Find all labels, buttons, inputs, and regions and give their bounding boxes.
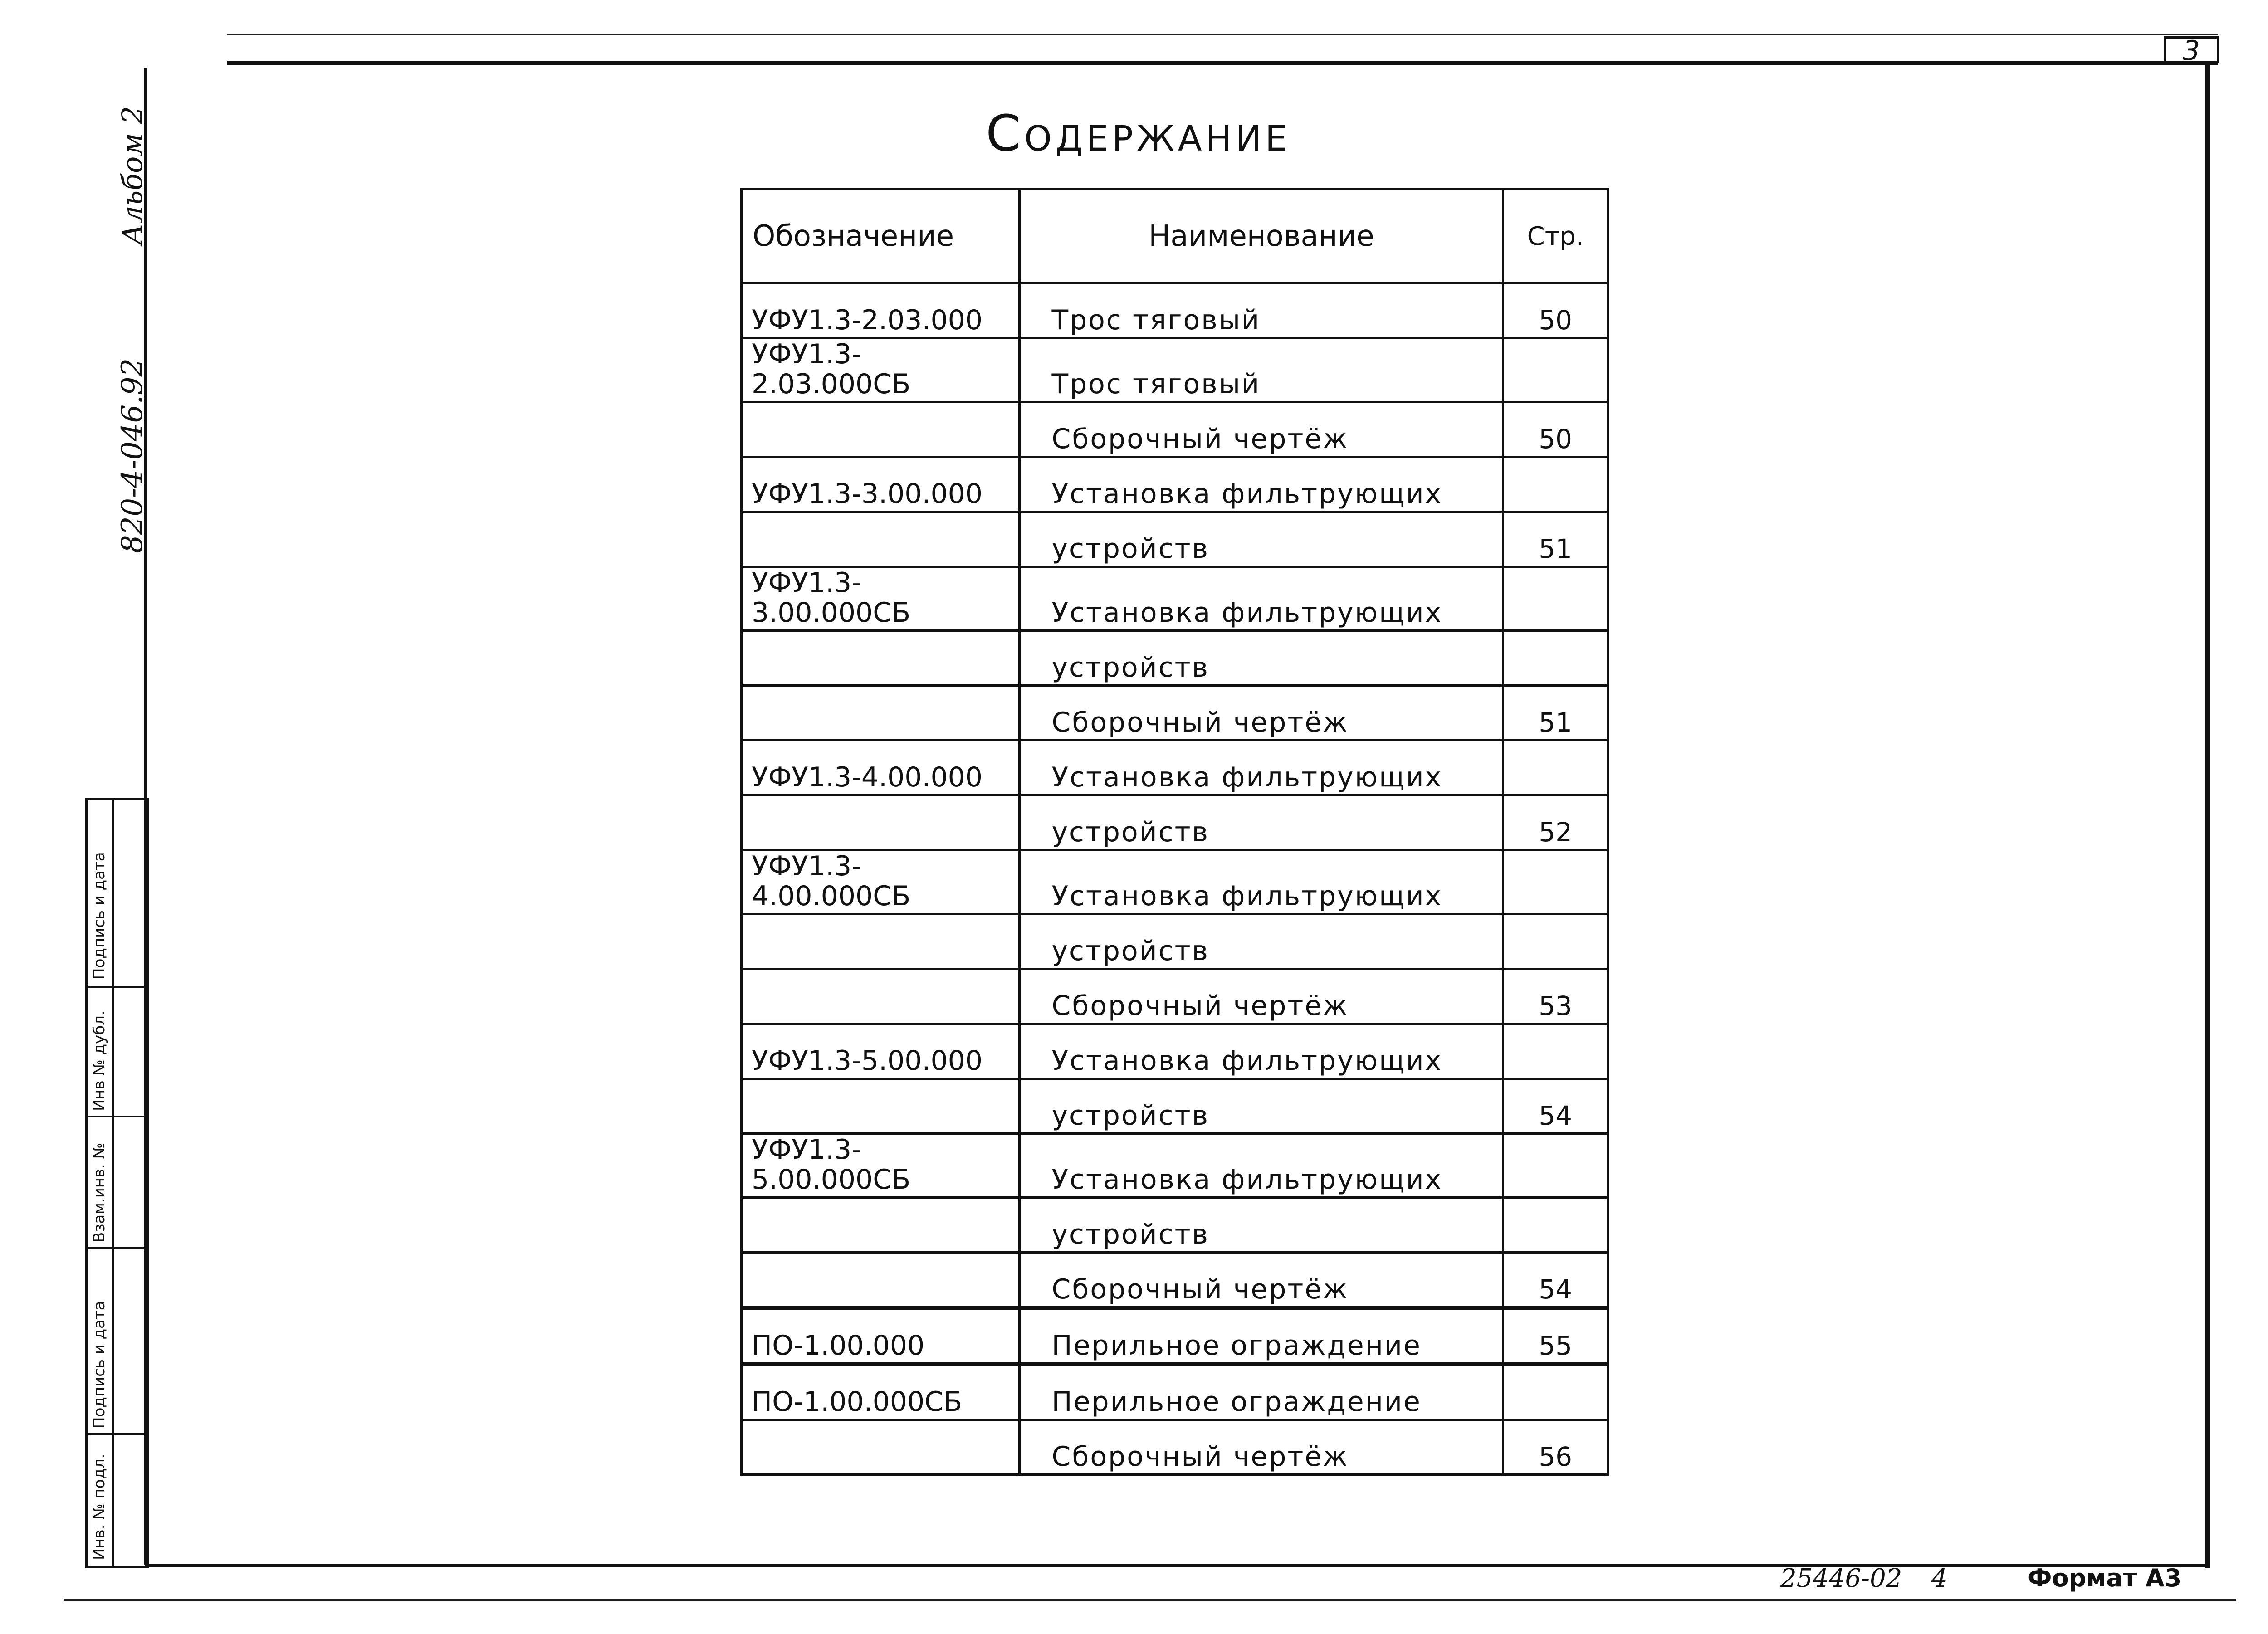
cell-page	[1503, 1364, 1608, 1420]
cell-name: устройств	[1020, 914, 1503, 969]
cell-page: 52	[1503, 795, 1608, 850]
table-row	[742, 283, 1608, 338]
page-number: 3	[2164, 36, 2219, 63]
header-page: Стр.	[1503, 190, 1608, 283]
cell-designation: ПО-1.00.000	[742, 1308, 1020, 1364]
table-row	[742, 1364, 1608, 1420]
table-row	[742, 1079, 1608, 1134]
stamp-divider	[88, 1116, 147, 1117]
footer-doc-code: 25446-02	[1780, 1564, 1902, 1593]
stamp-column-divider	[112, 800, 114, 1566]
cell-page: 50	[1503, 402, 1608, 457]
stamp-label-orig-inv: Инв. № подл.	[90, 1454, 108, 1560]
cell-name: Установка фильтрующих	[1020, 567, 1503, 631]
side-album-label: Альбом 2	[116, 106, 149, 245]
contents-table	[740, 188, 1609, 1476]
outer-bottom-line	[64, 1599, 2236, 1601]
header-name: Наименование	[1020, 190, 1503, 283]
cell-name: Сборочный чертёж	[1020, 1253, 1503, 1308]
table-row	[742, 1420, 1608, 1475]
table-row	[742, 338, 1608, 402]
stamp-label-dup-inv: Инв № дубл.	[90, 1010, 108, 1111]
cell-page	[1503, 567, 1608, 631]
table-row	[742, 1024, 1608, 1079]
cell-designation: УФУ1.3-5.00.000	[742, 1024, 1020, 1079]
page-title: Содержание	[986, 104, 1291, 162]
cell-page: 53	[1503, 969, 1608, 1024]
cell-name: Установка фильтрующих	[1020, 741, 1503, 795]
cell-designation: ПО-1.00.000СБ	[742, 1364, 1020, 1420]
cell-designation: УФУ1.3-4.00.000СБ	[742, 850, 1020, 914]
cell-designation: УФУ1.3-2.03.000	[742, 283, 1020, 338]
cell-name: Сборочный чертёж	[1020, 402, 1503, 457]
cell-page	[1503, 457, 1608, 512]
side-doc-code: 820-4-046.92	[116, 358, 149, 553]
frame-top-thin-line	[227, 34, 2218, 35]
table-row	[742, 402, 1608, 457]
table-row	[742, 969, 1608, 1024]
cell-name: устройств	[1020, 512, 1503, 567]
cell-page	[1503, 741, 1608, 795]
table-row	[742, 1198, 1608, 1253]
stamp-divider	[88, 1247, 147, 1249]
table-row	[742, 914, 1608, 969]
cell-name: Установка фильтрующих	[1020, 850, 1503, 914]
cell-designation: УФУ1.3-4.00.000	[742, 741, 1020, 795]
cell-page: 54	[1503, 1253, 1608, 1308]
cell-name: устройств	[1020, 631, 1503, 686]
cell-designation	[742, 1253, 1020, 1308]
cell-designation	[742, 1079, 1020, 1134]
table-row	[742, 686, 1608, 741]
footer-format-label: Формат А3	[2028, 1564, 2182, 1592]
cell-designation	[742, 914, 1020, 969]
cell-page	[1503, 914, 1608, 969]
side-stamp	[85, 798, 149, 1568]
table-row	[742, 1134, 1608, 1198]
table-row	[742, 457, 1608, 512]
cell-page	[1503, 631, 1608, 686]
frame-top-line	[227, 61, 2218, 65]
stamp-label-replace-inv: Взам.инв. №	[90, 1142, 108, 1243]
cell-page: 51	[1503, 686, 1608, 741]
cell-name: Перильное ограждение	[1020, 1308, 1503, 1364]
cell-designation	[742, 795, 1020, 850]
cell-page: 50	[1503, 283, 1608, 338]
cell-name: Установка фильтрующих	[1020, 1024, 1503, 1079]
cell-page: 54	[1503, 1079, 1608, 1134]
cell-designation: УФУ1.3-5.00.000СБ	[742, 1134, 1020, 1198]
cell-name: устройств	[1020, 1198, 1503, 1253]
cell-designation	[742, 631, 1020, 686]
cell-designation	[742, 512, 1020, 567]
cell-name: Перильное ограждение	[1020, 1364, 1503, 1420]
cell-designation: УФУ1.3-3.00.000СБ	[742, 567, 1020, 631]
stamp-divider	[88, 986, 147, 988]
cell-name: Установка фильтрующих	[1020, 1134, 1503, 1198]
table-row	[742, 631, 1608, 686]
cell-page	[1503, 1024, 1608, 1079]
cell-page: 51	[1503, 512, 1608, 567]
cell-name: Сборочный чертёж	[1020, 969, 1503, 1024]
cell-designation: УФУ1.3-2.03.000СБ	[742, 338, 1020, 402]
table-row	[742, 1308, 1608, 1364]
cell-designation	[742, 969, 1020, 1024]
stamp-divider	[88, 1433, 147, 1435]
cell-name: Установка фильтрующих	[1020, 457, 1503, 512]
cell-name: Сборочный чертёж	[1020, 1420, 1503, 1475]
frame-right-line	[2205, 61, 2210, 1568]
cell-page	[1503, 850, 1608, 914]
footer-sheet-number: 4	[1931, 1564, 1948, 1593]
cell-page	[1503, 338, 1608, 402]
stamp-label-signature-date: Подпись и дата	[90, 852, 108, 980]
header-designation: Обозначение	[742, 190, 1020, 283]
table-row	[742, 795, 1608, 850]
cell-designation	[742, 402, 1020, 457]
stamp-label-signature-date-2: Подпись и дата	[90, 1301, 108, 1429]
table-row	[742, 567, 1608, 631]
table-row	[742, 512, 1608, 567]
cell-name: устройств	[1020, 795, 1503, 850]
cell-page	[1503, 1198, 1608, 1253]
cell-designation	[742, 1198, 1020, 1253]
cell-designation: УФУ1.3-3.00.000	[742, 457, 1020, 512]
table-row	[742, 1253, 1608, 1308]
cell-designation	[742, 686, 1020, 741]
cell-name: устройств	[1020, 1079, 1503, 1134]
cell-designation	[742, 1420, 1020, 1475]
cell-name: Трос тяговый	[1020, 338, 1503, 402]
cell-page: 56	[1503, 1420, 1608, 1475]
table-row	[742, 741, 1608, 795]
cell-name: Трос тяговый	[1020, 283, 1503, 338]
cell-page: 55	[1503, 1308, 1608, 1364]
cell-page	[1503, 1134, 1608, 1198]
table-row	[742, 850, 1608, 914]
table-header-row	[742, 190, 1608, 283]
cell-name: Сборочный чертёж	[1020, 686, 1503, 741]
